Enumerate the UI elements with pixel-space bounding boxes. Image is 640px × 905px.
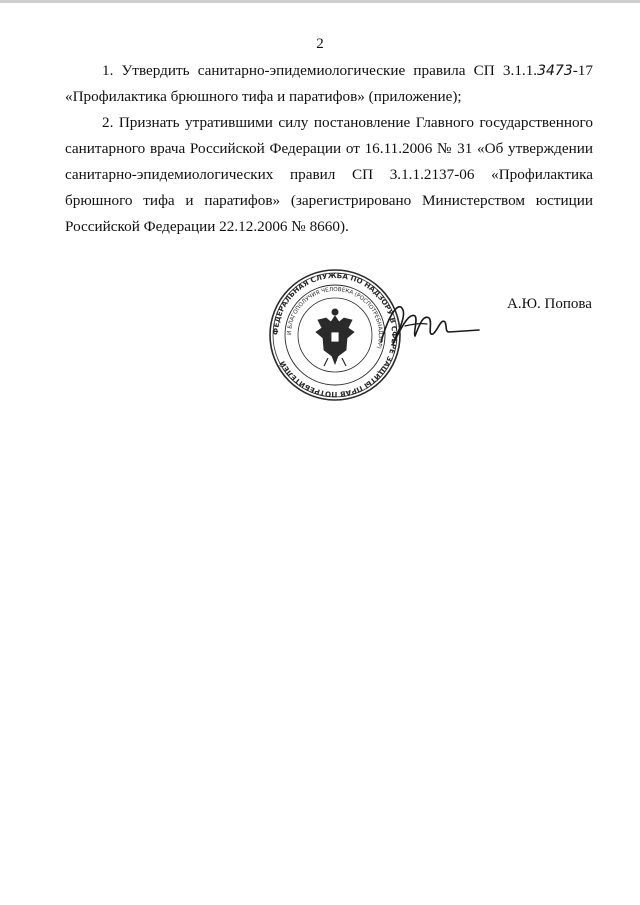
seal-inner-text: И БЛАГОПОЛУЧИЯ ЧЕЛОВЕКА (РОСПОТРЕБНАДЗОР) [286, 286, 384, 350]
page-number: 2 [316, 36, 324, 52]
signer-name: А.Ю. Попова [507, 296, 592, 312]
paragraph-item-2: 2. Признать утратившими силу постановление Главного государственного санитарного врача Российской Федерации от 16.11.2006 № 31 «Об утверждении санитарно-эпидемиологических правил СП 3.1.1.2137-06 «Профилактика брюшного тифа и паратифов» (зарегистрировано Министерством юстиции Российской Федерации 22.12.2006 № 8660). [65, 114, 593, 235]
paragraph-item-1 [65, 58, 593, 110]
item-1-text-end: -17 «Профилактика брюшного тифа и паратифов» (приложение); [65, 62, 593, 105]
item-1-text-start: 1. Утвердить санитарно-эпидемиологические правила СП 3.1.1. [102, 62, 538, 79]
seal-outer-text: ФЕДЕРАЛЬНАЯ СЛУЖБА ПО НАДЗОРУ В СФЕРЕ ЗАЩИТЫ ПРАВ ПОТРЕБИТЕЛЕЙ [270, 270, 400, 400]
page-top-edge [0, 0, 640, 3]
item-1-handwritten-number: 3473 [537, 63, 573, 79]
handwritten-signature [375, 292, 485, 352]
double-headed-eagle-icon [316, 309, 354, 367]
